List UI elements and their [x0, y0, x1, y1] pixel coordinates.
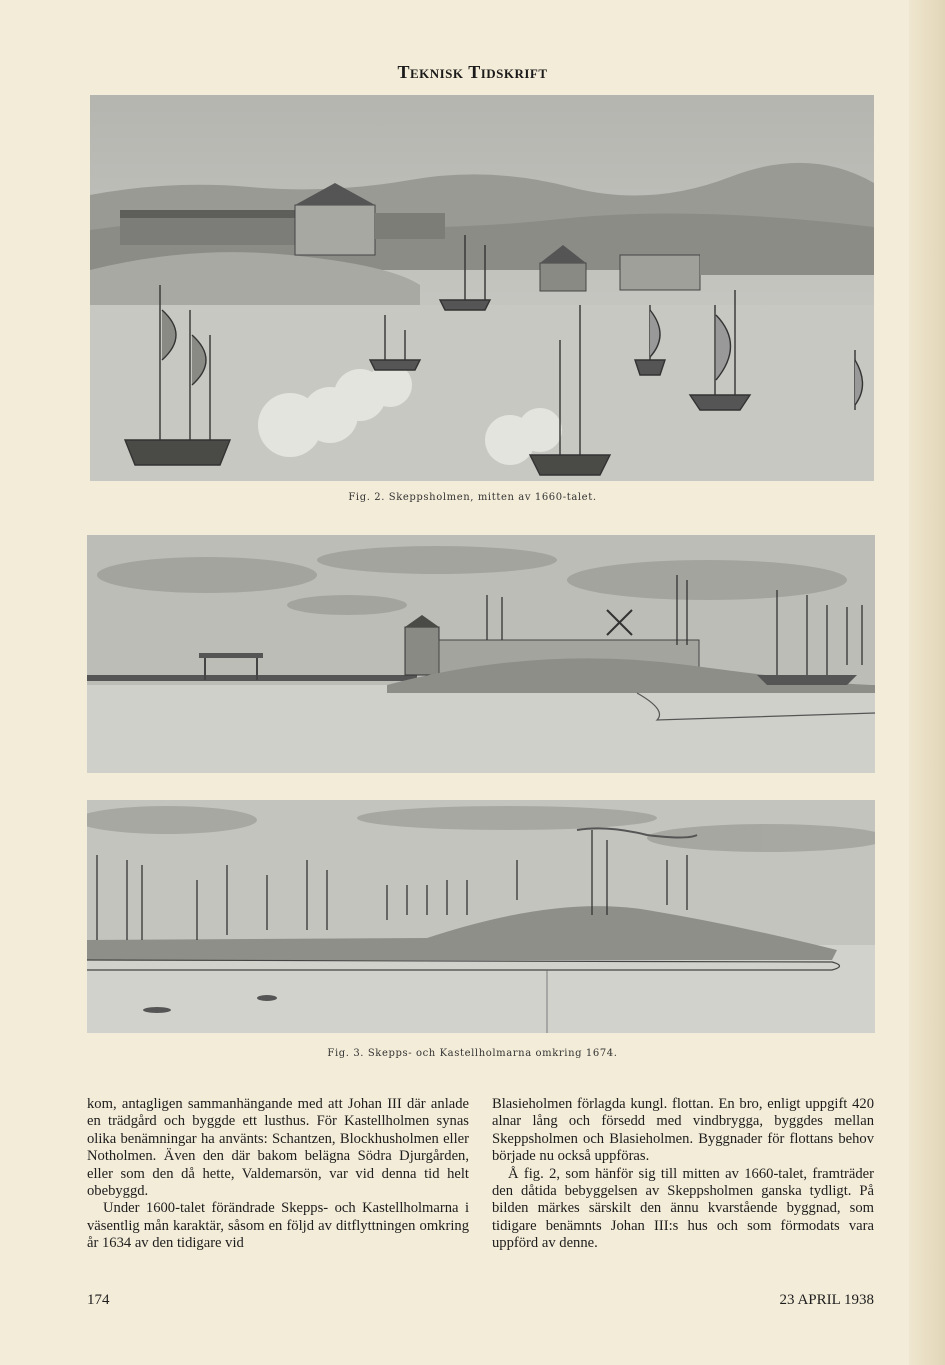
figure-3-upper-panorama	[87, 535, 875, 773]
left-paragraph-2: Under 1600-talet förändrade Skepps- och Kastellholmarna i väsentlig mån karaktär, såsom en följd av ditflyttningen omkring år 1634 av den tidigare vid	[87, 1200, 469, 1252]
left-paragraph-1: kom, antagligen sammanhängande med att Johan III där anlade en trädgård och byggde ett lusthus. För Kastellholmen synas olika benämningar ha använts: Schantzen, Blockhusholmen eller Notholmen. Även den där bakom belägna Södra Djurgården, eller som den då hette, Valdemarsön, var vid denna tid helt obebyggd.	[87, 1096, 469, 1200]
body-right-column	[492, 1096, 874, 1253]
figure-2-caption: Fig. 2. Skeppsholmen, mitten av 1660-talet.	[348, 492, 597, 503]
journal-title: Teknisk Tidskrift	[397, 62, 548, 82]
figure-3-lower-panorama	[87, 800, 875, 1033]
body-left-column	[87, 1096, 469, 1253]
issue-date: 23 APRIL 1938	[779, 1292, 874, 1308]
right-paragraph-2: Å fig. 2, som hänför sig till mitten av 1660-talet, framträder den dåtida bebyggelsen av Skeppsholmen ganska tydligt. På bilden märkes särskilt den ännu kvarstående byggnad, som tidigare benämnts Johan III:s hus och som förmodats vara uppförd av denne.	[492, 1165, 874, 1252]
figure-3-caption: Fig. 3. Skepps- och Kastellholmarna omkring 1674.	[327, 1048, 618, 1059]
page-number: 174	[87, 1292, 110, 1308]
page-edge	[909, 0, 945, 1365]
right-paragraph-1: Blasieholmen förlagda kungl. flottan. En bro, enligt uppgift 420 alnar lång och försedd med vindbrygga, byggdes mellan Skeppsholmen och Blasieholmen. Byggnader för flottans behov började nu också uppföras.	[492, 1096, 874, 1165]
figure-2-engraving	[90, 95, 874, 481]
